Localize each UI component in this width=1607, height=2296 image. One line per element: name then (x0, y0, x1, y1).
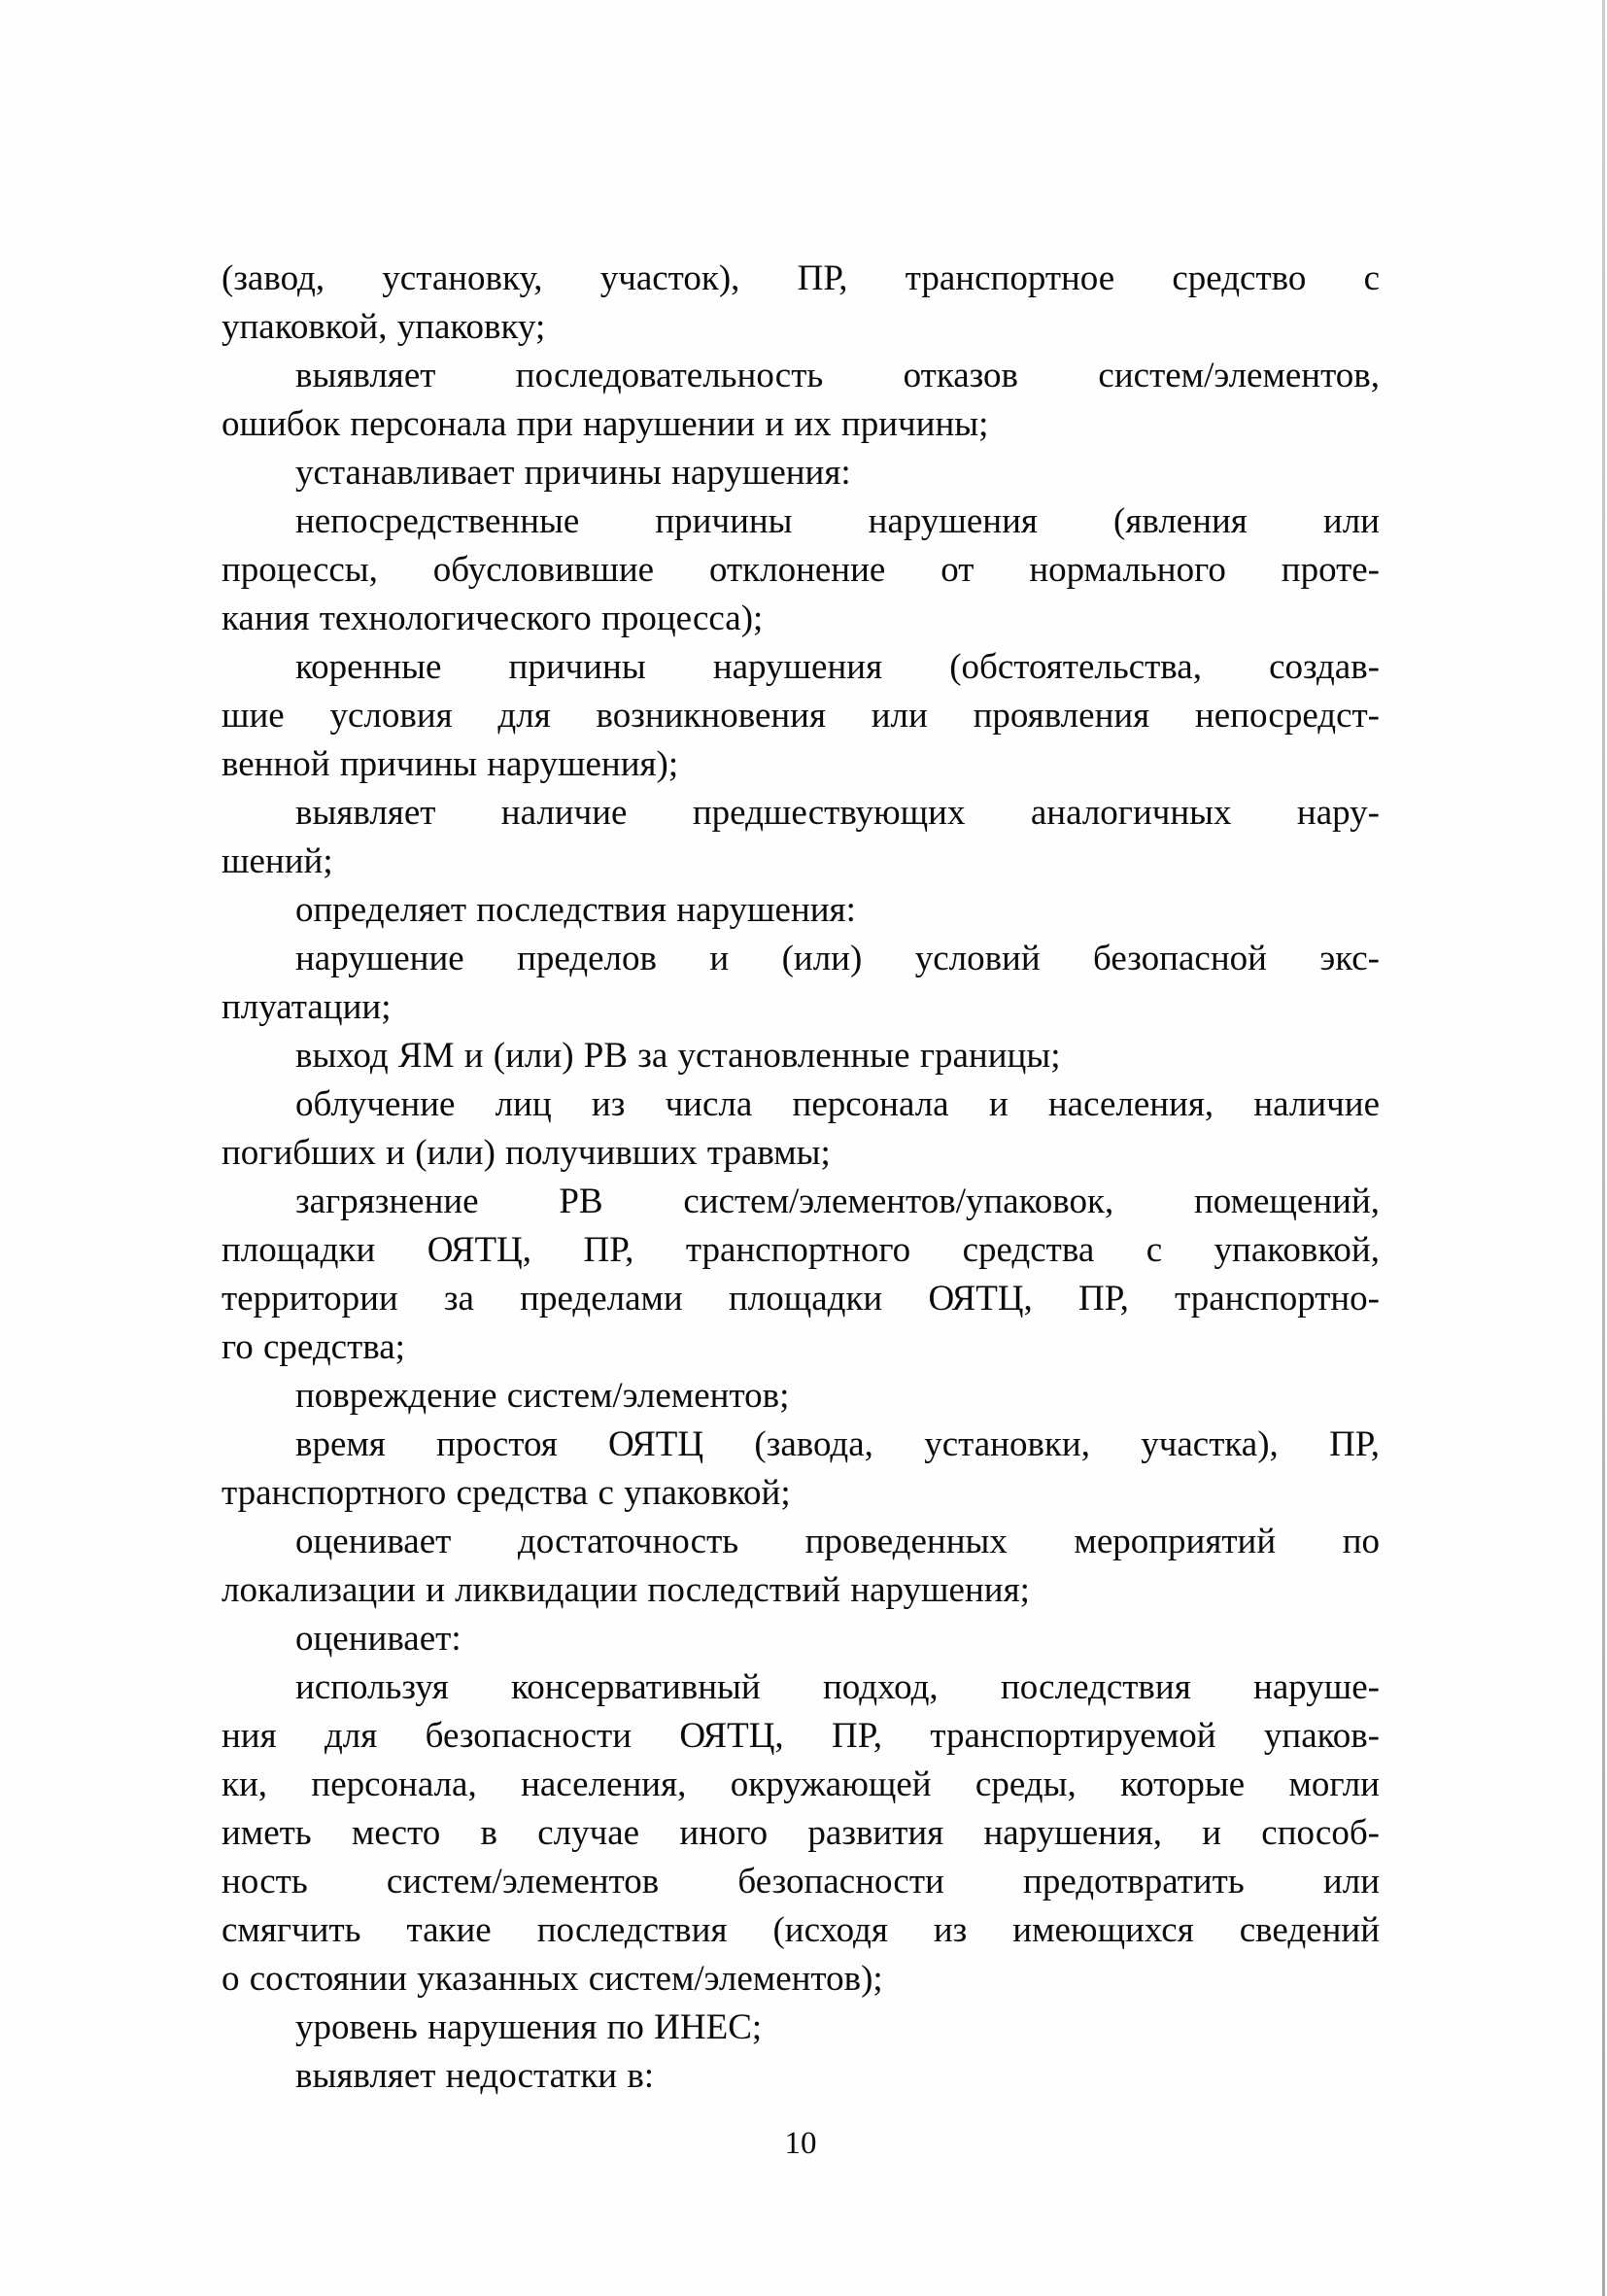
paragraph (222, 1178, 1380, 1372)
paragraph (222, 1615, 1380, 1663)
text-line: уровень нарушения по ИНЕС; (295, 2007, 763, 2047)
text-line: выявляет наличие предшествующих аналогичных нару- (295, 793, 1380, 833)
paragraph (222, 643, 1380, 789)
page-text (222, 255, 1380, 2101)
text-line: загрязнение РВ систем/элементов/упаковок, помещений, (295, 1182, 1380, 1221)
text-line: венной причины нарушения); (222, 744, 679, 784)
text-line: коренные причины нарушения (обстоятельства, создав- (295, 647, 1380, 687)
text-line: территории за пределами площадки ОЯТЦ, ПР, транспортно- (222, 1279, 1380, 1319)
text-line: площадки ОЯТЦ, ПР, транспортного средства с упаковкой, (222, 1230, 1380, 1270)
text-line: непосредственные причины нарушения (явления или (295, 501, 1380, 541)
page-number: 10 (784, 2126, 817, 2161)
text-line: шений; (222, 841, 333, 881)
text-line: облучение лиц из числа персонала и населения, наличие (295, 1084, 1380, 1124)
paragraph (222, 789, 1380, 886)
paragraph (222, 352, 1380, 449)
text-line: смягчить такие последствия (исходя из имеющихся сведений (222, 1910, 1380, 1950)
text-line: устанавливает причины нарушения: (295, 453, 851, 493)
paragraph (222, 497, 1380, 643)
text-line: транспортного средства с упаковкой; (222, 1473, 791, 1513)
paragraph (222, 2004, 1380, 2052)
paragraph (222, 1663, 1380, 2004)
text-line: ность систем/элементов безопасности предотвратить или (222, 1862, 1380, 1902)
text-line: нарушение пределов и (или) условий безопасной экс- (295, 939, 1380, 978)
paragraph (222, 1372, 1380, 1421)
text-line: время простоя ОЯТЦ (завода, установки, участка), ПР, (295, 1424, 1380, 1464)
text-line: иметь место в случае иного развития нарушения, и способ- (222, 1813, 1380, 1853)
text-line: ки, персонала, населения, окружающей среды, которые могли (222, 1765, 1380, 1804)
text-line: процессы, обусловившие отклонение от нормального проте- (222, 550, 1380, 590)
paragraph (222, 2052, 1380, 2101)
text-line: шие условия для возникновения или проявления непосредст- (222, 696, 1380, 736)
text-line: выход ЯМ и (или) РВ за установленные границы; (295, 1036, 1061, 1076)
paragraph (222, 1032, 1380, 1080)
paragraph (222, 449, 1380, 497)
text-line: о состоянии указанных систем/элементов); (222, 1959, 883, 1999)
text-line: используя консервативный подход, последствия наруше- (295, 1667, 1380, 1707)
text-line: погибших и (или) получивших травмы; (222, 1133, 831, 1173)
text-line: (завод, установку, участок), ПР, транспортное средство с (222, 258, 1380, 298)
text-line: плуатации; (222, 987, 392, 1027)
text-line: повреждение систем/элементов; (295, 1376, 790, 1416)
text-line: ния для безопасности ОЯТЦ, ПР, транспортируемой упаков- (222, 1716, 1380, 1756)
text-line: выявляет последовательность отказов систем/элементов, (295, 356, 1380, 395)
text-line: упаковкой, упаковку; (222, 307, 546, 347)
scan-edge-artifact (1602, 0, 1605, 2296)
paragraph (222, 1421, 1380, 1518)
text-line: ошибок персонала при нарушении и их причины; (222, 404, 989, 444)
paragraph (222, 1080, 1380, 1178)
text-line: оценивает достаточность проведенных мероприятий по (295, 1522, 1380, 1561)
text-line: кания технологического процесса); (222, 599, 764, 638)
text-line: локализации и ликвидации последствий нарушения; (222, 1570, 1030, 1610)
text-line: выявляет недостатки в: (295, 2056, 655, 2096)
text-line: оценивает: (295, 1619, 462, 1659)
paragraph (222, 255, 1380, 352)
paragraph (222, 935, 1380, 1032)
paragraph (222, 1518, 1380, 1615)
paragraph (222, 886, 1380, 935)
text-line: го средства; (222, 1327, 405, 1367)
text-line: определяет последствия нарушения: (295, 890, 856, 930)
